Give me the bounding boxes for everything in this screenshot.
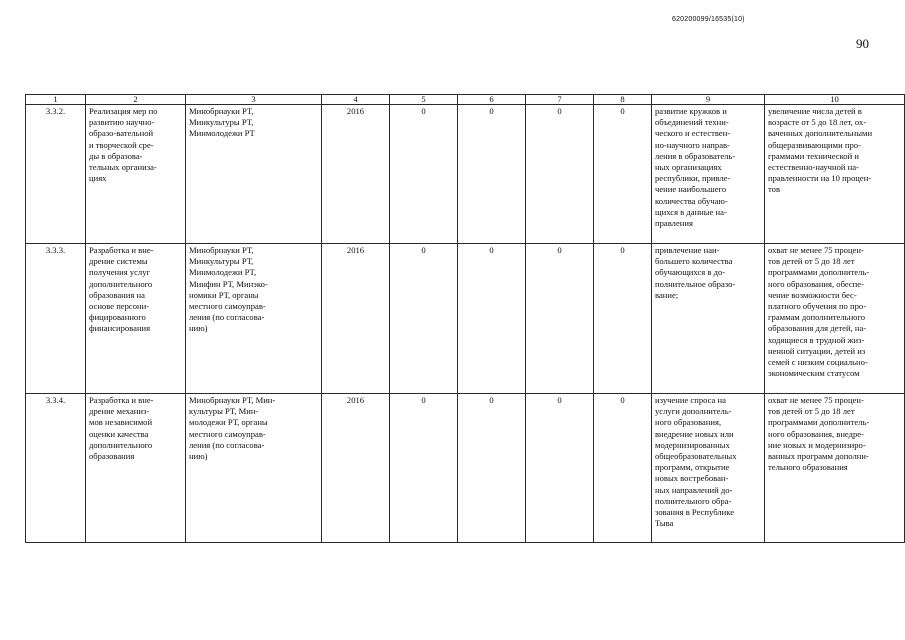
year-cell: 2016 — [322, 105, 390, 244]
column-number: 4 — [322, 95, 390, 105]
column-number-row — [26, 95, 905, 105]
column-number: 5 — [390, 95, 458, 105]
measure-cell: развитие кружков и объединений техни- ческого и естествен- но-научного направ- ления в образователь- ных организациях республики, привле- чение наибольшего количества обучаю- щихся в данные на- правления — [652, 105, 765, 244]
executors-cell: Минобрнауки РТ, Мин- культуры РТ, Мин- молодежи РТ, органы местного самоуправ- ления (по согласова- нию) — [186, 394, 322, 543]
table-row — [26, 394, 905, 543]
column-number: 9 — [652, 95, 765, 105]
year-cell: 2016 — [322, 244, 390, 394]
row-number: 3.3.4. — [26, 394, 86, 543]
column-number: 7 — [526, 95, 594, 105]
row-number: 3.3.3. — [26, 244, 86, 394]
table-row — [26, 244, 905, 394]
result-cell: увеличение числа детей в возрасте от 5 до 18 лет, ох- ваченных дополнительными общеразвивающими про- граммами технической и естественно-научной на- правленности на 10 процен- тов — [765, 105, 905, 244]
funding-cell: 0 — [458, 105, 526, 244]
funding-cell: 0 — [526, 394, 594, 543]
funding-cell: 0 — [594, 105, 652, 244]
column-number: 2 — [86, 95, 186, 105]
funding-cell: 0 — [390, 394, 458, 543]
funding-cell: 0 — [458, 244, 526, 394]
activity-cell: Реализация мер по развитию научно- образо-вательной и творческой сре- ды в образова- тельных организа- циях — [86, 105, 186, 244]
year-cell: 2016 — [322, 394, 390, 543]
column-number: 10 — [765, 95, 905, 105]
executors-cell: Минобрнауки РТ, Минкультуры РТ, Минмолодежи РТ — [186, 105, 322, 244]
row-number: 3.3.2. — [26, 105, 86, 244]
table-row — [26, 105, 905, 244]
funding-cell: 0 — [526, 244, 594, 394]
funding-cell: 0 — [458, 394, 526, 543]
column-number: 3 — [186, 95, 322, 105]
result-cell: охват не менее 75 процен- тов детей от 5 до 18 лет программами дополнитель- ного образования, обеспе- чение возможности бес- платного обучения по про- граммам дополнительного образования для детей, на- ходящиеся в трудной жиз- ненной ситуации, детей из семей с низким социально- экономическим статусом — [765, 244, 905, 394]
column-number: 8 — [594, 95, 652, 105]
result-cell: охват не менее 75 процен- тов детей от 5 до 18 лет программами дополнитель- ного образования, внедре- ние новых и модернизиро- ванных программ дополни- тельного образования — [765, 394, 905, 543]
page-number: 90 — [856, 36, 869, 51]
column-number: 6 — [458, 95, 526, 105]
activity-cell: Разработка и вне- дрение механиз- мов независимой оценки качества дополнительного образования — [86, 394, 186, 543]
funding-cell: 0 — [594, 244, 652, 394]
document-id: 620200099/16535(10) — [672, 16, 745, 23]
funding-cell: 0 — [390, 244, 458, 394]
funding-cell: 0 — [390, 105, 458, 244]
funding-cell: 0 — [594, 394, 652, 543]
measures-table — [25, 94, 905, 543]
executors-cell: Минобрнауки РТ, Минкультуры РТ, Минмолодежи РТ, Минфин РТ, Минэко- номики РТ, органы местного самоуправ- ления (по согласова- нию) — [186, 244, 322, 394]
measure-cell: изучение спроса на услуги дополнитель- ного образования, внедрение новых или модернизированных общеобразовательных программ, открытие новых востребован- ных направлений до- полнительного обра- зования в Республике Тыва — [652, 394, 765, 543]
funding-cell: 0 — [526, 105, 594, 244]
column-number: 1 — [26, 95, 86, 105]
activity-cell: Разработка и вне- дрение системы получения услуг дополнительного образования на основе персони- фицированного финансирования — [86, 244, 186, 394]
measure-cell: привлечение наи- большего количества обучающихся в до- полнительное образо- вание; — [652, 244, 765, 394]
